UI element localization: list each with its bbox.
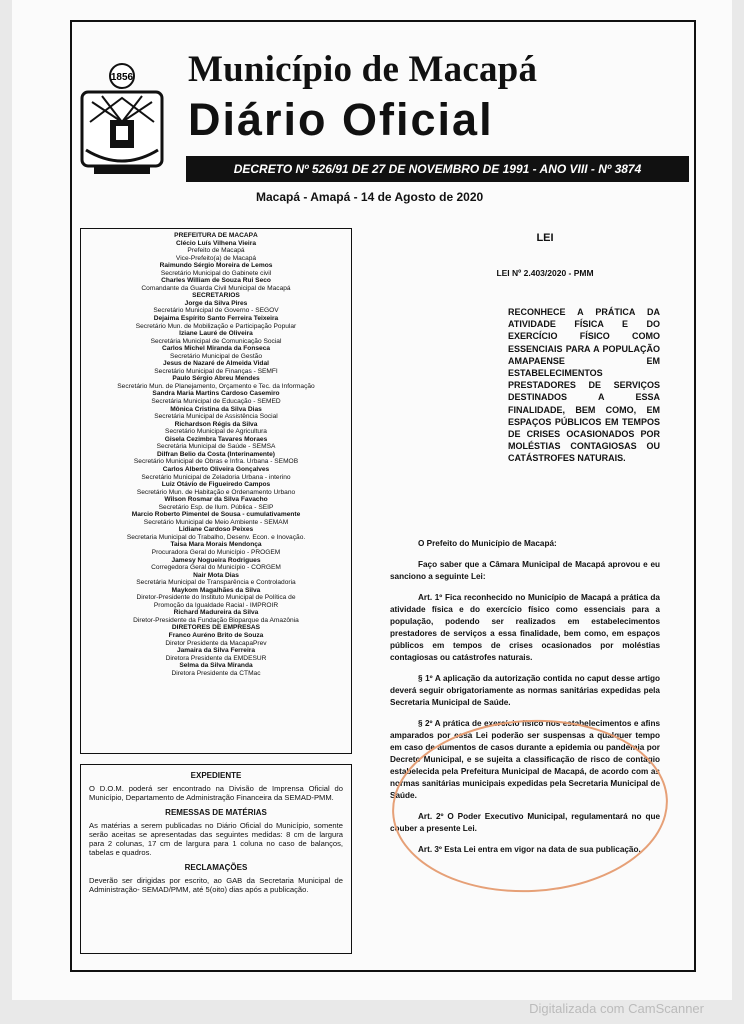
official-line: Nair Mota Dias: [193, 571, 239, 579]
official-line: Secretária Municipal de Comunicação Social: [150, 337, 282, 345]
official-line: Jorge da Silva Pires: [184, 299, 248, 307]
remessas-title: REMESSAS DE MATÉRIAS: [165, 808, 267, 817]
official-line: Secretário Municipal de Gestão: [170, 352, 262, 360]
official-line: Prefeito de Macapá: [187, 247, 245, 255]
official-line: Dilfran Belio da Costa (Interinamente): [157, 450, 275, 458]
official-line: Dejaima Espírito Santo Ferreira Teixeira: [153, 315, 279, 323]
official-line: Diretor-Presidente do Instituto Municipal de Política de: [136, 594, 296, 602]
info-box: [80, 764, 352, 954]
official-line: Jesus de Nazaré de Almeida Vidal: [163, 360, 269, 368]
officials-list: [80, 228, 352, 754]
reclamacoes-text: Deverão ser dirigidas por escrito, ao GAB da Secretaria Municipal de Administração- SEMAD/PMM, até 5(oito) dias após a publicação.: [89, 876, 343, 894]
official-line: Secretário Municipal de Agricultura: [165, 428, 267, 436]
official-line: Secretário Esp. de Ilum. Pública - SEIP: [158, 503, 274, 511]
official-line: Gisela Cezimbra Tavares Moraes: [164, 435, 268, 443]
official-line: Diretor-Presidente da Fundação Bioparque da Amazônia: [133, 616, 299, 624]
municipal-crest-icon: [80, 62, 164, 180]
law-ementa: RECONHECE A PRÁTICA DA ATIVIDADE FÍSICA E DO EXERCÍCIO FÍSICO COMO ESSENCIAIS PARA A POPULAÇÃO AMAPAENSE EM ESTABELECIMENTOS PRESTADORES DE SERVIÇOS DESTINADOS A ESSA FINALIDADE, BEM COMO, EM ESPAÇOS PÚBLICOS EM TEMPOS DE CRISES OCASIONADOS POR MOLÉSTIAS CONTAGIOSAS OU CATÁSTROFES NATURAIS.: [508, 307, 660, 464]
official-line: Wilson Rosmar da Silva Favacho: [164, 496, 268, 504]
official-line: Secretária Municipal de Transparência e Controladoria: [136, 579, 296, 587]
official-line: Jamaira da Silva Ferreira: [176, 647, 256, 655]
official-line: Marcio Roberto Pimentel de Sousa - cumulativamente: [131, 511, 301, 519]
official-line: Secretaria Municipal do Trabalho, Desenv. Econ. e Inovação.: [126, 533, 306, 541]
expediente-text: O D.O.M. poderá ser encontrado na Divisão de Imprensa Oficial do Município, Departamento de Administração Financeira da SEMAD-PMM.: [89, 784, 343, 802]
decree-bar: DECRETO Nº 526/91 DE 27 DE NOVEMBRO DE 1991 - ANO VIII - Nº 3874: [186, 156, 689, 182]
official-line: Secretário Municipal de Finanças - SEMFI: [154, 367, 278, 375]
official-line: Selma da Silva Miranda: [179, 662, 253, 670]
publication-title: Município de Macapá: [188, 49, 538, 90]
paragraph-1: § 1º A aplicação da autorização contida no caput desse artigo deverá seguir obrigatoriamente as normas sanitárias expedidas pela Secretaria Municipal de Saúde.: [390, 674, 660, 707]
official-line: Franco Auréno Brito de Souza: [168, 631, 264, 639]
reclamacoes-title: RECLAMAÇÕES: [184, 863, 248, 872]
official-line: Secretário Municipal de Obras e Infra. Urbana - SEMOB: [133, 458, 299, 466]
official-line: Luiz Otávio de Figueiredo Campos: [161, 481, 271, 489]
official-line: Richard Madureira da Silva: [173, 609, 259, 617]
official-line: Jamesy Nogueira Rodrigues: [171, 556, 261, 564]
official-line: Vice-Prefeito(a) de Macapá: [175, 254, 257, 262]
official-line: Promoção da Igualdade Racial - IMPROIR: [153, 601, 279, 609]
official-line: Paulo Sérgio Abreu Mendes: [172, 375, 260, 383]
official-line: Secretário Mun. de Planejamento, Orçamento e Tec. da Informação: [117, 382, 315, 390]
official-line: Secretário Mun. de Mobilização e Participação Popular: [135, 322, 297, 330]
official-line: Secretário Mun. de Habitação e Ordenamento Urbano: [136, 488, 296, 496]
official-line: Secretária Municipal de Educação - SEMED: [151, 398, 281, 406]
official-line: Secretária Municipal de Saúde - SEMSA: [156, 443, 276, 451]
official-line: Raimundo Sérgio Moreira de Lemos: [159, 262, 273, 270]
preamble-2: Faço saber que a Câmara Municipal de Macapá aprovou e eu sanciono a seguinte Lei:: [390, 560, 660, 581]
law-number: LEI Nº 2.403/2020 - PMM: [496, 268, 594, 278]
article-1: Art. 1º Fica reconhecido no Município de Macapá a prática da atividade física e do exercício físico como essenciais para a população, podendo ser realizados em estabelecimentos prestadores de serviços a essa finalidade, bem como, em espaços públicos em tempos de crises ocasionados por moléstias contagiosas ou catástrofes naturais.: [390, 593, 660, 662]
official-line: Richardson Régis da Silva: [174, 420, 258, 428]
law-heading: LEI: [536, 232, 554, 244]
publication-subtitle: Diário Oficial: [188, 94, 494, 145]
article-2: Art. 2º O Poder Executivo Municipal, regulamentará no que couber a presente Lei.: [390, 812, 660, 833]
official-line: Carlos Alberto Oliveira Gonçalves: [162, 465, 270, 473]
article-3: Art. 3º Esta Lei entra em vigor na data de sua publicação.: [418, 845, 641, 854]
preamble-1: O Prefeito do Município de Macapá:: [418, 539, 557, 548]
edition-date: Macapá - Amapá - 14 de Agosto de 2020: [256, 190, 484, 204]
official-line: SECRETÁRIOS: [192, 292, 240, 300]
official-line: Taisa Mara Morais Mendonça: [170, 541, 262, 549]
official-line: Iziane Lauré de Oliveira: [179, 330, 253, 338]
expediente-title: EXPEDIENTE: [190, 771, 242, 780]
official-line: Charles William de Souza Rui Seco: [161, 277, 271, 285]
crest-year: 1856: [110, 72, 134, 83]
official-line: Clécio Luís Vilhena Vieira: [175, 239, 256, 247]
official-line: DIRETORES DE EMPRESAS: [171, 624, 261, 632]
official-line: Sandra Maria Martins Cardoso Casemiro: [152, 390, 280, 398]
official-line: Diretora Presidente da CTMac: [171, 669, 261, 677]
scanner-watermark: Digitalizada com CamScanner: [529, 1001, 704, 1016]
official-line: Diretor Presidente da MacapaPrev: [165, 639, 267, 647]
official-line: Carlos Michel Miranda da Fonseca: [161, 345, 271, 353]
official-line: Procuradora Geral do Município - PROGEM: [151, 548, 281, 556]
official-line: Mônica Cristina da Silva Dias: [170, 405, 262, 413]
official-line: Lidiane Cardoso Peixes: [178, 526, 254, 534]
official-line: Secretário Municipal de Meio Ambiente - SEMAM: [143, 518, 289, 526]
official-line: Secretário Municipal de Zeladoria Urbana - interino: [141, 473, 291, 481]
official-line: Secretário Municipal do Gabinete civil: [160, 269, 272, 277]
official-line: Maykom Magalhães da Silva: [171, 586, 261, 594]
paragraph-2: § 2º A prática de exercício físico nos estabelecimentos e afins amparados por essa Lei poderão ser suspensas a qualquer tempo em caso de aumentos de casos durante a epidemia ou pandemia por Decreto Municipal, e se sujeita a classificação de risco de contágio estabelecida pela Prefeitura Municipal de Macapá, de acordo com as normas sanitárias municipais expedidas pela Secretaria Municipal de Saúde.: [390, 719, 660, 800]
remessas-text: As matérias a serem publicadas no Diário Oficial do Município, somente serão aceitas se apresentadas das seguintes medidas: 8 cm de largura para 2 colunas, 17 cm de largura para 1 coluna no caso de balanços, tabelas e quadros.: [89, 821, 343, 857]
official-line: PREFEITURA DE MACAPÁ: [174, 232, 258, 239]
official-line: Comandante da Guarda Civil Municipal de Macapá: [141, 284, 291, 292]
official-line: Secretária Municipal de Assistência Social: [154, 413, 278, 421]
official-line: Corregedora Geral do Município - CORGEM: [151, 564, 281, 572]
official-line: Secretário Municipal de Governo - SEGOV: [153, 307, 279, 315]
official-line: Diretora Presidente da EMDESUR: [165, 654, 267, 662]
